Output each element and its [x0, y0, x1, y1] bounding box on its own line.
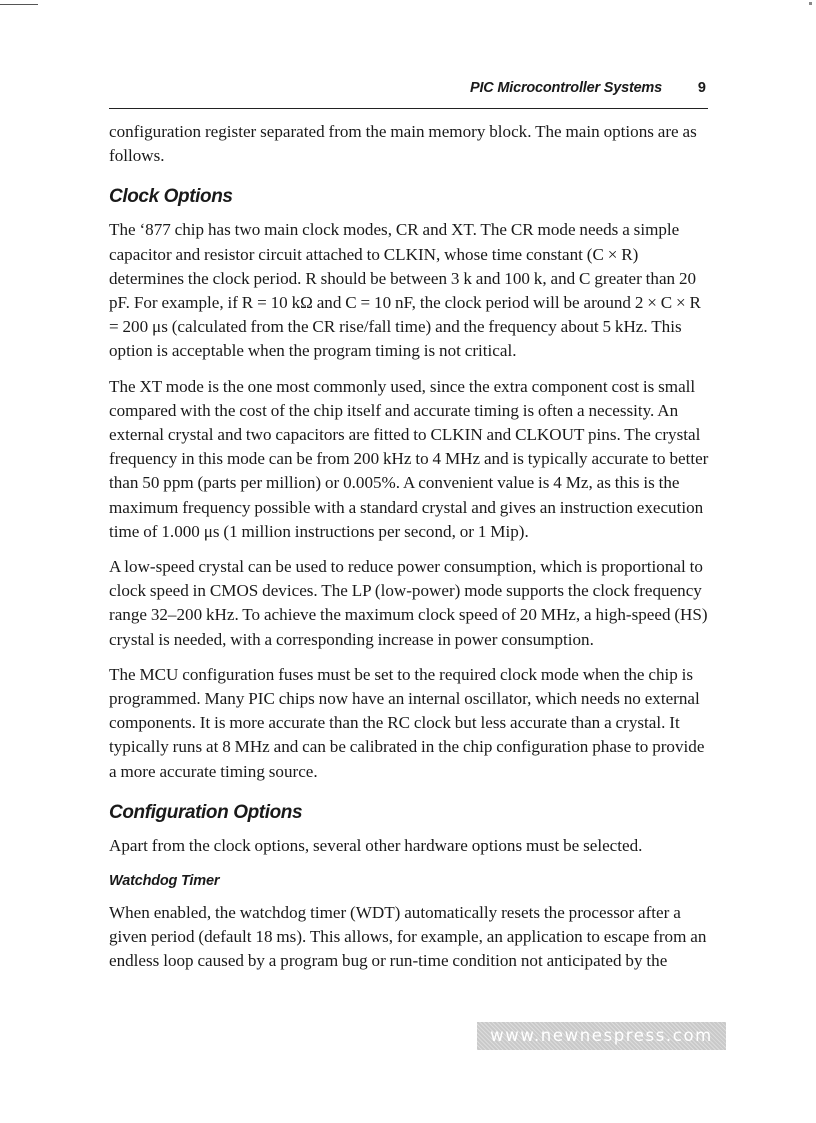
running-header — [109, 78, 708, 109]
section-heading-configuration-options: Configuration Options — [109, 801, 303, 823]
clock-paragraph-2: The XT mode is the one most commonly used, since the extra component cost is small compared with the cost of the chip itself and accurate timing is often a necessity. An external crystal and two capacitors are fitted to CLKIN and CLKOUT pins. The crystal frequency in this mode can be from 200 kHz to 4 MHz and is typically accurate to better than 50 ppm (parts per million) or 0.005%. A convenient value is 4 Mz, as this is the maximum frequency possible with a standard crystal and gives an instruction execution time of 1.000 μs (1 million instructions per second, or 1 Mip). — [109, 376, 709, 541]
page-body — [109, 120, 709, 985]
corner-dot — [809, 2, 812, 5]
subsection-heading-watchdog-timer: Watchdog Timer — [109, 873, 220, 890]
crop-mark — [0, 4, 38, 5]
clock-paragraph-3: A low-speed crystal can be used to reduce power consumption, which is proportional to clock speed in CMOS devices. The LP (low-power) mode supports the clock frequency range 32–200 kHz. To achieve the maximum clock speed of 20 MHz, a high-speed (HS) crystal is needed, with a corresponding increase in power consumption. — [109, 557, 708, 649]
clock-paragraph-4: The MCU configuration fuses must be set to the required clock mode when the chip is programmed. Many PIC chips now have an internal oscillator, which needs no external components. It is more accurate than the RC clock but less accurate than a crystal. It typically runs at 8 MHz and can be calibrated in the chip configuration phase to provide a more accurate timing source. — [109, 664, 705, 781]
watchdog-paragraph-1: When enabled, the watchdog timer (WDT) automatically resets the processor after a given period (default 18 ms). This allows, for example, an application to escape from an endless loop caused by a program bug or run-time condition not anticipated by the — [109, 903, 707, 971]
config-paragraph-1: Apart from the clock options, several other hardware options must be selected. — [109, 835, 643, 855]
intro-paragraph: configuration register separated from the main memory block. The main options are as follows. — [109, 122, 697, 166]
header-title: PIC Microcontroller Systems — [469, 80, 662, 96]
section-heading-clock-options: Clock Options — [109, 186, 233, 208]
page-number: 9 — [697, 80, 706, 96]
publisher-url-banner[interactable]: www.newnespress.com — [477, 1022, 726, 1050]
clock-paragraph-1: The ‘877 chip has two main clock modes, CR and XT. The CR mode needs a simple capacitor and resistor circuit attached to CLKIN, whose time constant (C × R) determines the clock period. R should be between 3 k and 100 k, and C greater than 20 pF. For example, if R = 10 kΩ and C = 10 nF, the clock period will be around 2 × C × R = 200 μs (calculated from the CR rise/fall time) and the frequency about 5 kHz. This option is acceptable when the program timing is not critical. — [109, 220, 701, 361]
